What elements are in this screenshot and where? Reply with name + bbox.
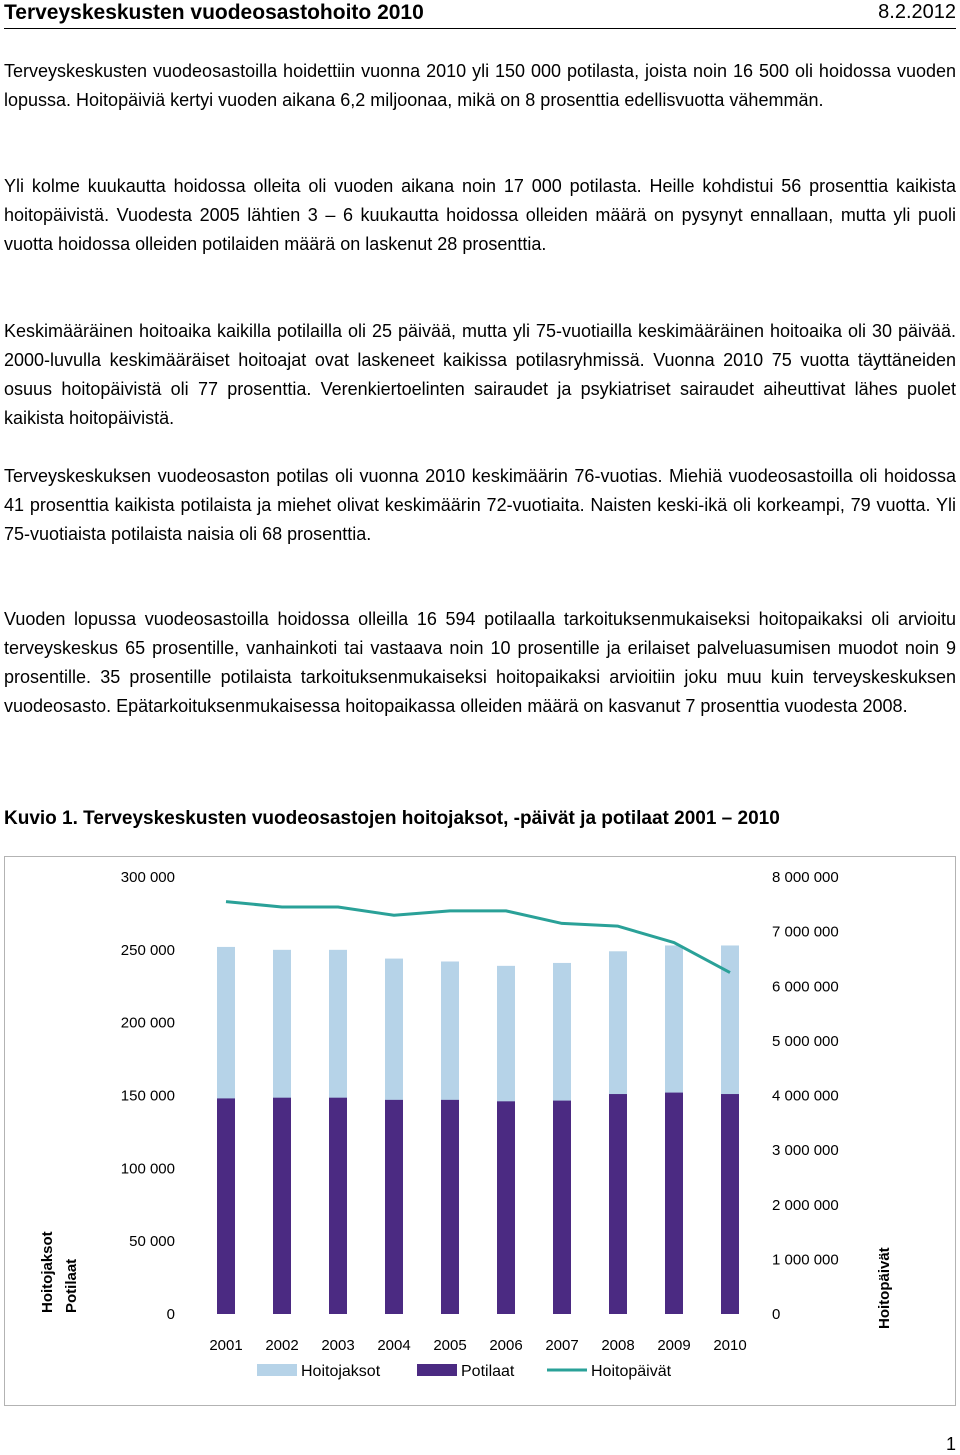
legend-swatch-potilaat [417, 1364, 457, 1376]
y-right-tick-label: 6 000 000 [772, 978, 839, 996]
x-tick-label: 2002 [265, 1337, 299, 1354]
x-tick-label: 2001 [209, 1337, 243, 1354]
bar-potilaat [385, 1100, 403, 1314]
paragraph-2: Yli kolme kuukautta hoidossa olleita oli vuoden aikana noin 17 000 potilasta. Heille kohdistui 56 prosenttia kaikista hoitopäivistä. Vuodesta 2005 lähtien 3 – 6 kuukautta hoidossa olleiden määrä on pysynyt ennallaan, mutta yli puoli vuotta hoidossa olleiden potilaiden määrä on laskenut 28 prosenttia. [4, 176, 956, 254]
y-right-tick-label: 7 000 000 [772, 923, 839, 941]
document-title: Terveyskeskusten vuodeosastohoito 2010 [4, 1, 424, 24]
y-left-axis-label-hoitojaksot: Hoitojaksot [39, 1231, 56, 1313]
bar-potilaat [217, 1098, 235, 1314]
x-tick-label: 2007 [545, 1337, 579, 1354]
y-left-tick-label: 250 000 [120, 941, 175, 959]
y-left-tick-label: 300 000 [120, 869, 175, 886]
bar-potilaat [721, 1094, 739, 1314]
y-left-tick-label: 100 000 [120, 1160, 175, 1178]
legend-label-hoitopaivat: Hoitopäivät [591, 1363, 672, 1380]
y-left-tick-label: 150 000 [120, 1087, 175, 1105]
x-tick-label: 2010 [713, 1337, 747, 1354]
legend-label-potilaat: Potilaat [461, 1363, 515, 1380]
paragraph-4: Terveyskeskuksen vuodeosaston potilas oli vuonna 2010 keskimäärin 76-vuotias. Miehiä vuodeosastoilla oli hoidossa 41 prosenttia kaikista potilaista ja miehet olivat keskimäärin 72-vuotiaita. Naisten keski-ikä oli korkeampi, 79 vuotta. Yli 75-vuotiaista potilaista naisia oli 68 prosenttia. [4, 466, 956, 544]
bar-potilaat [497, 1101, 515, 1314]
y-right-tick-label: 3 000 000 [772, 1142, 839, 1160]
y-left-tick-label: 200 000 [120, 1014, 175, 1032]
x-tick-label: 2006 [489, 1337, 523, 1354]
bar-potilaat [609, 1094, 627, 1314]
line-hoitopaivat [226, 902, 730, 973]
bar-potilaat [329, 1098, 347, 1314]
legend-label-hoitojaksot: Hoitojaksot [301, 1363, 381, 1380]
y-left-tick-label: 0 [166, 1306, 175, 1323]
paragraph-3: Keskimääräinen hoitoaika kaikilla potilailla oli 25 päivää, mutta yli 75-vuotiailla keskimääräinen hoitoaika oli 30 päivää. 2000-luvulla keskimääräiset hoitoajat ovat laskeneet kaikissa potilasryhmissä. Vuonna 2010 75 vuotta täyttäneiden osuus hoitopäivistä oli 77 prosenttia. Verenkiertoelinten sairaudet ja psykiatriset sairaudet aiheuttivat lähes puolet kaikista hoitopäivistä. [4, 321, 956, 428]
x-tick-label: 2009 [657, 1337, 691, 1354]
y-right-tick-label: 1 000 000 [772, 1251, 839, 1269]
y-right-tick-label: 2 000 000 [772, 1196, 839, 1214]
combo-chart [5, 857, 955, 1405]
page-header [4, 0, 956, 29]
legend-swatch-hoitojaksot [257, 1364, 297, 1376]
bar-potilaat [665, 1093, 683, 1314]
x-tick-label: 2005 [433, 1337, 467, 1354]
figure-caption: Kuvio 1. Terveyskeskusten vuodeosastojen hoitojaksot, -päivät ja potilaat 2001 – 2010 [4, 808, 780, 829]
y-right-tick-label: 4 000 000 [772, 1087, 839, 1105]
y-left-tick-label: 50 000 [129, 1233, 175, 1251]
y-right-axis-label: Hoitopäivät [876, 1247, 893, 1329]
y-right-tick-label: 8 000 000 [772, 869, 839, 886]
y-right-tick-label: 0 [772, 1306, 781, 1323]
y-right-tick-label: 5 000 000 [772, 1032, 839, 1050]
bar-potilaat [273, 1098, 291, 1314]
chart-frame [4, 856, 956, 1406]
paragraph-5: Vuoden lopussa vuodeosastoilla hoidossa olleilla 16 594 potilaalla tarkoituksenmukaiseksi hoitopaikaksi oli arvioitu terveyskeskus 65 prosentille, vanhainkoti tai vastaava noin 10 prosentille ja erilaiset palveluasumisen muodot noin 9 prosentille. 35 prosentille potilaista tarkoituksenmukaiseksi hoitopaikaksi arvioitiin joku muu kuin terveyskeskuksen vuodeosasto. Epätarkoituksenmukaisessa hoitopaikassa olleiden määrä on kasvanut 7 prosenttia vuodesta 2008. [4, 609, 956, 716]
document-date: 8.2.2012 [878, 1, 956, 23]
x-tick-label: 2004 [377, 1337, 411, 1354]
paragraph-1: Terveyskeskusten vuodeosastoilla hoidettiin vuonna 2010 yli 150 000 potilasta, joista noin 16 500 oli hoidossa vuoden lopussa. Hoitopäiviä kertyi vuoden aikana 6,2 miljoonaa, mikä on 8 prosenttia edellisvuotta vähemmän. [4, 61, 956, 110]
bar-potilaat [441, 1100, 459, 1314]
y-left-axis-label-potilaat: Potilaat [63, 1258, 80, 1313]
bar-potilaat [553, 1101, 571, 1314]
x-tick-label: 2008 [601, 1337, 635, 1354]
page-number: 1 [945, 1434, 956, 1454]
x-tick-label: 2003 [321, 1337, 355, 1354]
